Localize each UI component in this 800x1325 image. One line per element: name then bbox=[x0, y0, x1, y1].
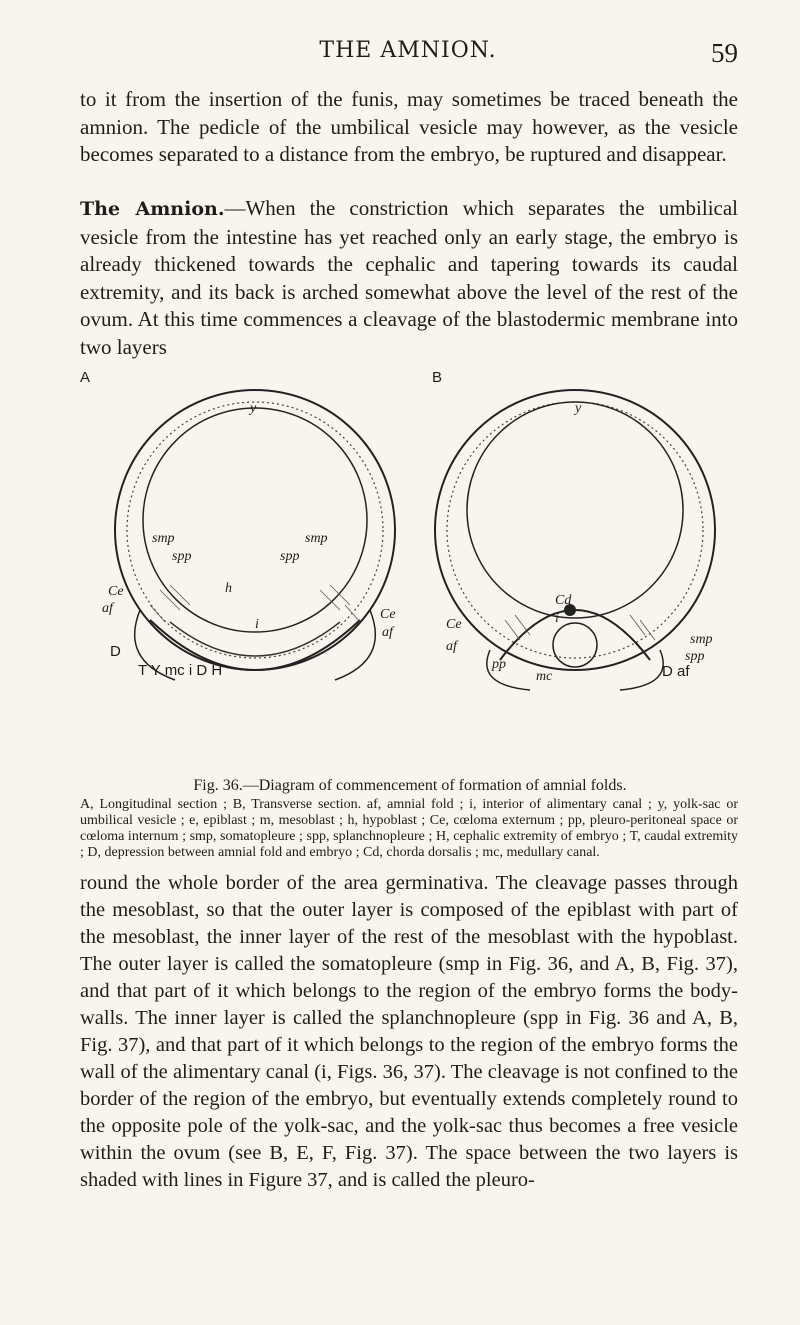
label-b-ce: Ce bbox=[446, 617, 462, 632]
paragraph-1: to it from the insertion of the funis, may sometimes be traced beneath the amnion. The pedicle of the umbilical vesicle may however, as the vesicle becomes separated to a distance from the embryo, be ruptured and disappear. bbox=[80, 87, 738, 166]
label-b-af: af bbox=[446, 639, 457, 654]
label-b-spp: spp bbox=[685, 649, 705, 664]
label-b-y: y bbox=[575, 401, 582, 416]
figure-36 bbox=[80, 360, 740, 760]
label-a-spp-left: spp bbox=[172, 549, 192, 564]
label-b-mc: mc bbox=[536, 669, 553, 684]
paragraph-2 bbox=[80, 195, 738, 361]
section-heading: The Amnion. bbox=[80, 198, 225, 220]
label-a-af-left: af bbox=[102, 601, 113, 616]
hatching-b bbox=[505, 615, 655, 640]
chorion-hatch-b bbox=[447, 402, 703, 658]
label-a-ce-right: Ce bbox=[380, 607, 396, 622]
label-a-d: D bbox=[110, 643, 121, 660]
amnion-diagram bbox=[80, 360, 740, 760]
yolk-sac-a bbox=[143, 408, 367, 632]
paragraph-3: round the whole border of the area germinativa. The cleavage passes through the mesoblast, so that the outer layer is composed of the epiblast with part of the mesoblast, the inner layer of the rest of the mesoblast with the hypoblast. The outer layer is called the somatopleure (smp in Fig. 36, and A, B, Fig. 37), and that part of it which belongs to the region of the embryo forms the body-walls. The inner layer is called the splanchnopleure (spp in Fig. 36 and A, B, Fig. 37), and that part of it which belongs to the region of the embryo forms the wall of the alimentary canal (i, Figs. 36, 37). The cleavage is not confined to the border of the region of the embryo, but eventually extends completely round to the opposite pole of the yolk-sac, and the yolk-sac thus becomes a free vesicle within the ovum (see B, E, F, Fig. 37). The space between the two layers is shaded with lines in Figure 37, and is called the pleuro- bbox=[80, 872, 738, 1191]
label-a-spp-right: spp bbox=[280, 549, 300, 564]
amnial-fold-right-a bbox=[335, 610, 375, 680]
figure-caption-body: A, Longitudinal section ; B, Transverse section. af, amnial fold ; i, interior of alimentary canal ; y, yolk-sac or umbilical vesicle ; e, epiblast ; m, mesoblast ; h, hypoblast ; Ce, cœloma externum ; pp, pleuro-peritoneal space or cœloma internum ; smp, somatopleure ; spp, splanchnopleure ; H, cephalic extremity of embryo ; T, caudal extremity ; D, depression between amnial fold and embryo ; Cd, chorda dorsalis ; mc, medullary canal. bbox=[80, 797, 738, 860]
running-head bbox=[78, 38, 738, 78]
panel-label-b: B bbox=[432, 369, 443, 386]
label-b-cd: Cd bbox=[555, 593, 572, 608]
paragraph-2-text: —When the constriction which separates the umbilical vesicle from the intestine has yet reached only an early stage, the embryo is already thickened towards the cephalic and tapering towards its caudal extremity, and its back is arched somewhat above the level of the rest of the ovum. At this time commences a cleavage of the blastodermic membrane into two layers bbox=[80, 196, 739, 359]
panel-a bbox=[80, 369, 396, 680]
neural-tube-b bbox=[553, 623, 597, 667]
label-b-pp: pp bbox=[492, 657, 506, 672]
label-b-i: i bbox=[555, 611, 559, 626]
label-a-y: y bbox=[250, 401, 257, 416]
label-a-bottom: T Y mc i D H bbox=[138, 662, 223, 679]
label-a-smp-left: smp bbox=[152, 531, 175, 546]
label-a-smp-right: smp bbox=[305, 531, 328, 546]
page-number: 59 bbox=[711, 38, 738, 68]
label-b-smp: smp bbox=[690, 632, 713, 647]
label-a-i: i bbox=[255, 617, 259, 632]
label-a-ce-left: Ce bbox=[108, 584, 124, 599]
ovum-outline-b bbox=[435, 390, 715, 670]
panel-b bbox=[432, 369, 715, 690]
label-a-h: h bbox=[225, 581, 232, 596]
panel-label-a: A bbox=[80, 369, 91, 386]
figure-caption-title: Fig. 36.—Diagram of commencement of formation of amnial folds. bbox=[193, 777, 627, 794]
label-b-bottom: D af bbox=[662, 663, 690, 680]
label-a-af-right: af bbox=[382, 625, 393, 640]
amnial-fold-right-b bbox=[620, 650, 663, 690]
page-title: THE AMNION. bbox=[319, 38, 497, 63]
yolk-sac-b bbox=[467, 402, 683, 618]
